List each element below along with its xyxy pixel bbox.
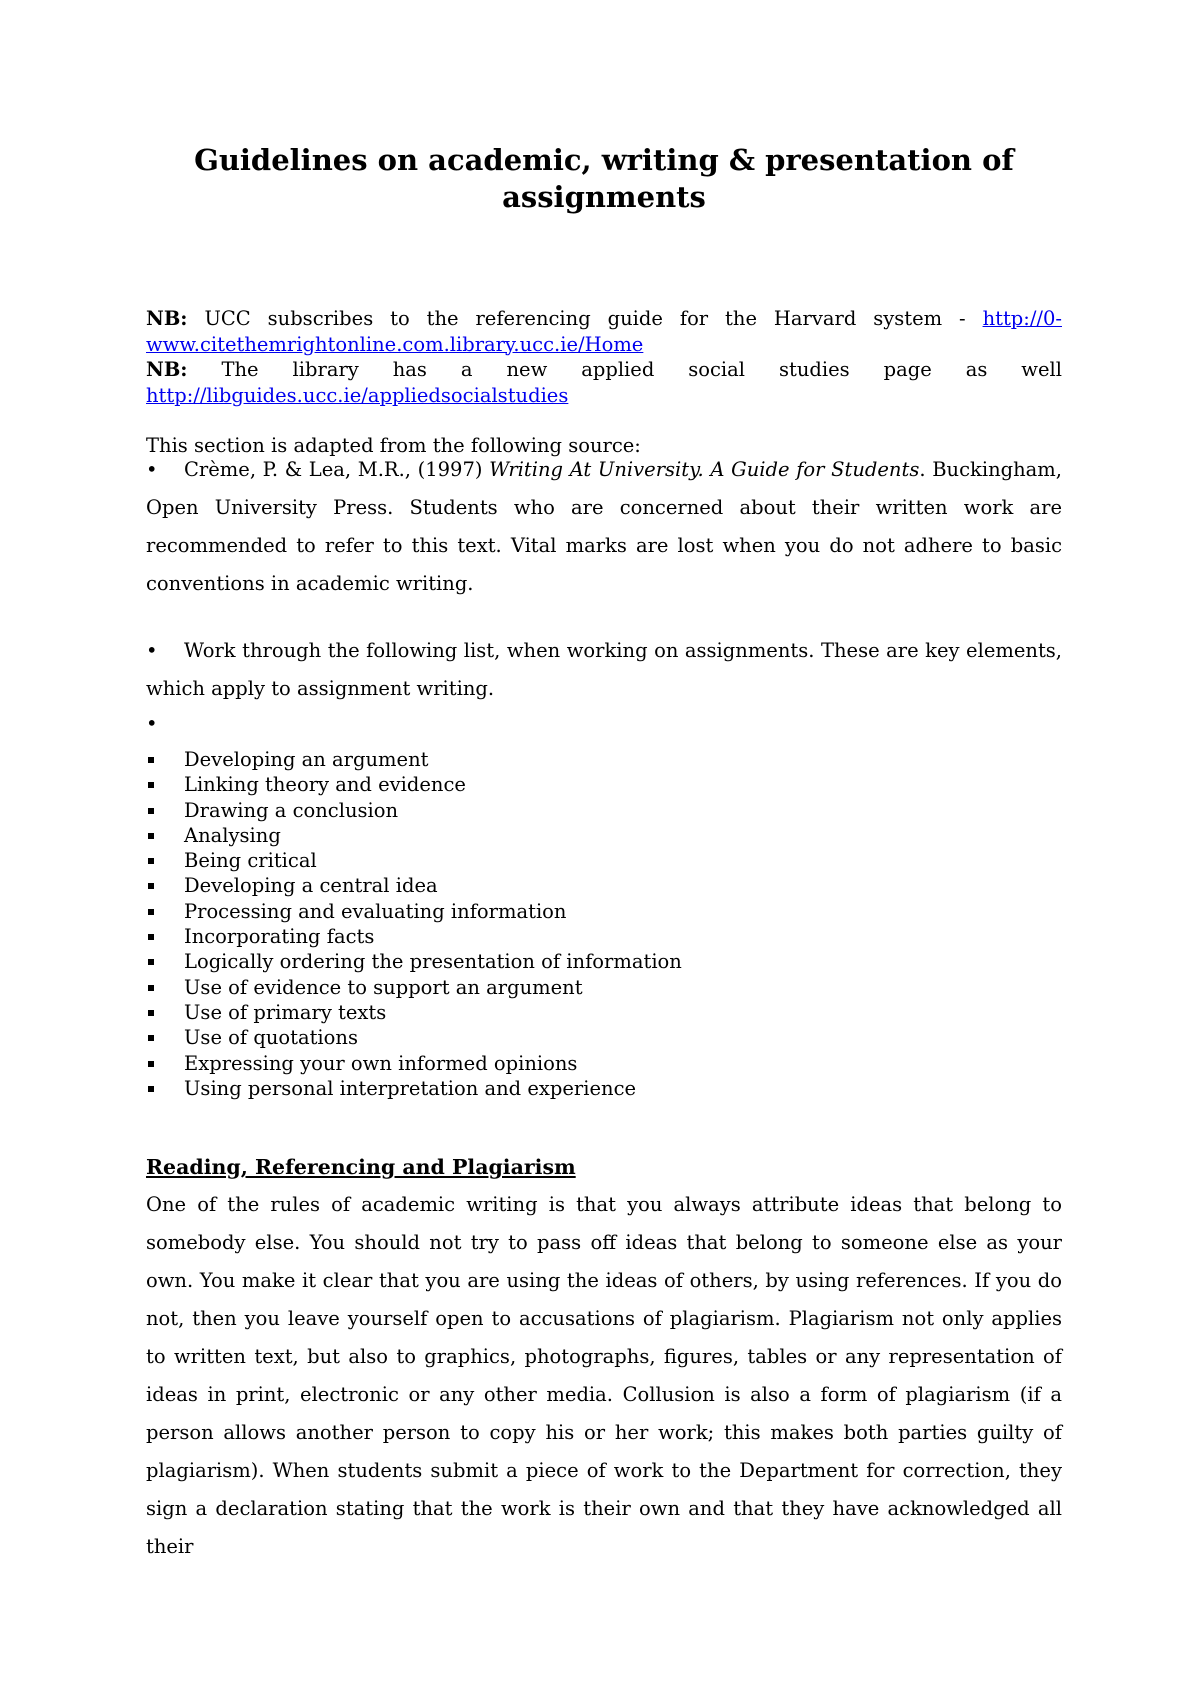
page-title: Guidelines on academic, writing & presentation of assignments	[194, 143, 1014, 214]
list-item: Developing a central idea	[146, 873, 1062, 898]
list-item: Linking theory and evidence	[146, 772, 1062, 797]
list-item: Expressing your own informed opinions	[146, 1051, 1062, 1076]
section-body: One of the rules of academic writing is that you always attribute ideas that belong to somebody else. You should not try to pass off ideas that belong to someone else as your own. You make it clear that you are using the ideas of others, by using references. If you do not, then you leave yourself open to accusations of plagiarism. Plagiarism not only applies to written text, but also to graphics, photographs, figures, tables or any representation of ideas in print, electronic or any other media. Collusion is also a form of plagiarism (if a person allows another person to copy his or her work; this makes both parties guilty of plagiarism). When students submit a piece of work to the Department for correction, they sign a declaration stating that the work is their own and that they have acknowledged all their	[146, 1193, 1062, 1558]
nb-label: NB:	[146, 358, 188, 381]
key-elements-list	[146, 747, 1062, 1101]
list-item: Using personal interpretation and experience	[146, 1076, 1062, 1101]
citethemright-link[interactable]: http://0-www.citethemrightonline.com.library.ucc.ie/Home	[146, 307, 1062, 356]
square-bullet-icon	[148, 985, 154, 991]
square-bullet-icon	[148, 934, 154, 940]
list-item: Use of primary texts	[146, 1000, 1062, 1025]
list-item: Use of evidence to support an argument	[146, 975, 1062, 1000]
nb-label: NB:	[146, 307, 188, 330]
list-item: Drawing a conclusion	[146, 798, 1062, 823]
bullet-icon: •	[146, 639, 158, 662]
list-item: Being critical	[146, 848, 1062, 873]
square-bullet-icon	[148, 909, 154, 915]
square-bullet-icon	[148, 782, 154, 788]
square-bullet-icon	[148, 808, 154, 814]
source-details: . Buckingham, Open University Press. Students who are concerned about their written work are recommended to refer to this text. Vital marks are lost when you do not adhere to basic conventions in academic writing.	[146, 458, 1062, 595]
source-authors: Crème, P. & Lea, M.R., (1997)	[184, 458, 483, 481]
square-bullet-icon	[148, 1035, 154, 1041]
square-bullet-icon	[148, 757, 154, 763]
nb-note-library	[146, 357, 1062, 408]
nb-note-referencing	[146, 306, 1062, 357]
work-bullet	[146, 632, 1062, 708]
square-bullet-icon	[148, 959, 154, 965]
empty-bullet: •	[146, 712, 158, 735]
source-intro: This section is adapted from the following source:	[146, 434, 641, 457]
source-bullet	[146, 451, 1062, 603]
list-item: Processing and evaluating information	[146, 899, 1062, 924]
source-book-title: Writing At University. A Guide for Students	[489, 458, 920, 481]
square-bullet-icon	[148, 1061, 154, 1067]
bullet-icon: •	[146, 458, 158, 481]
list-item: Incorporating facts	[146, 924, 1062, 949]
libguides-link[interactable]: http://libguides.ucc.ie/appliedsocialstudies	[146, 383, 569, 407]
square-bullet-icon	[148, 833, 154, 839]
square-bullet-icon	[148, 1086, 154, 1092]
section-heading: Reading, Referencing and Plagiarism	[146, 1155, 576, 1179]
list-item: Logically ordering the presentation of information	[146, 949, 1062, 974]
list-item: Use of quotations	[146, 1025, 1062, 1050]
work-bullet-text: Work through the following list, when working on assignments. These are key elements, which apply to assignment writing.	[146, 639, 1062, 700]
list-item: Analysing	[146, 823, 1062, 848]
nb-text: The library has a new applied social studies page as well	[221, 358, 1062, 381]
list-item: Developing an argument	[146, 747, 1062, 772]
square-bullet-icon	[148, 1010, 154, 1016]
square-bullet-icon	[148, 883, 154, 889]
nb-text: UCC subscribes to the referencing guide for the Harvard system -	[204, 307, 966, 330]
square-bullet-icon	[148, 858, 154, 864]
